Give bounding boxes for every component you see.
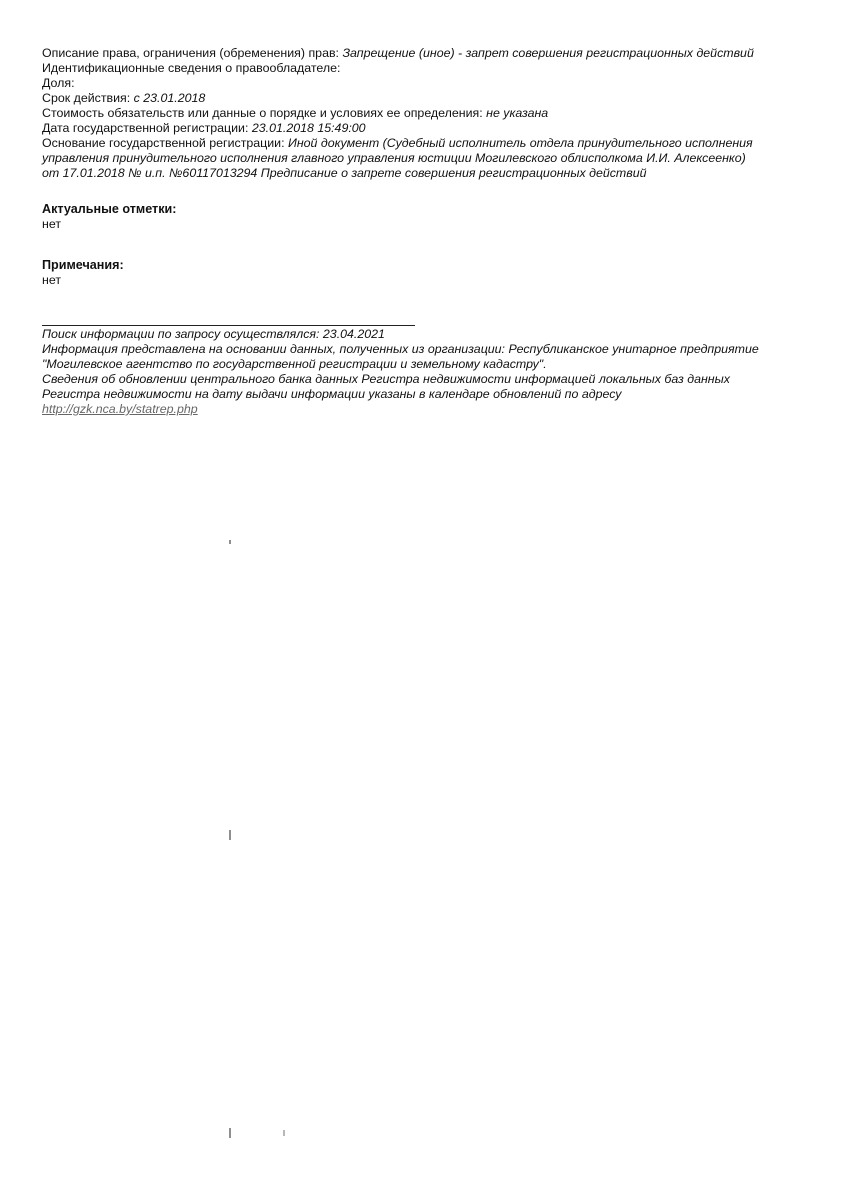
scan-speck	[229, 540, 231, 544]
update-line-1: Сведения об обновлении центрального банка данных Регистра недвижимости информацией локальных баз данных	[42, 372, 730, 386]
actual-marks-value: нет	[42, 217, 61, 231]
actual-marks-heading: Актуальные отметки:	[42, 202, 177, 216]
statrep-link[interactable]: http://gzk.nca.by/statrep.php	[42, 402, 198, 416]
registration-date-value: 23.01.2018 15:49:00	[251, 121, 366, 135]
basis-row	[42, 136, 822, 151]
basis-value-line-2: управления принудительного исполнения главного управления юстиции Могилевского облисполкома И.И. Алексеенко)	[42, 151, 746, 165]
notes-heading: Примечания:	[42, 258, 124, 272]
footer-info	[42, 327, 822, 417]
footer-divider	[42, 325, 415, 326]
source-line-2: "Могилевское агентство по государственной регистрации и земельному кадастру".	[42, 357, 547, 371]
share-label: Доля:	[42, 76, 75, 90]
basis-value-line-1: Иной документ (Судебный исполнитель отдела принудительного исполнения	[287, 136, 753, 150]
right-description-row	[42, 46, 822, 61]
source-line-1: Информация представлена на основании данных, полученных из организации: Республиканское унитарное предприятие	[42, 342, 759, 356]
cost-value: не указана	[486, 106, 549, 120]
actual-marks-section	[42, 202, 176, 232]
cost-row	[42, 106, 822, 121]
term-label: Срок действия:	[42, 91, 131, 105]
search-date-line: Поиск информации по запросу осуществлялся: 23.04.2021	[42, 327, 385, 341]
holder-label: Идентификационные сведения о правообладателе:	[42, 61, 341, 75]
right-description-value: Запрещение (иное) - запрет совершения регистрационных действий	[342, 46, 754, 60]
term-row	[42, 91, 822, 106]
holder-row	[42, 61, 822, 76]
notes-value: нет	[42, 273, 61, 287]
update-line-2: Регистра недвижимости на дату выдачи информации указаны в календаре обновлений по адресу	[42, 387, 622, 401]
basis-value-line-3: от 17.01.2018 № и.п. №60117013294 Предписание о запрете совершения регистрационных действий	[42, 166, 647, 180]
cost-label: Стоимость обязательств или данные о порядке и условиях ее определения:	[42, 106, 483, 120]
record-details	[42, 46, 822, 181]
registration-date-label: Дата государственной регистрации:	[42, 121, 249, 135]
share-row	[42, 76, 822, 91]
scan-speck	[229, 1128, 231, 1138]
term-value: с 23.01.2018	[133, 91, 206, 105]
scan-speck	[229, 830, 231, 840]
right-description-label: Описание права, ограничения (обременения) прав:	[42, 46, 339, 60]
notes-section	[42, 258, 124, 288]
scan-speck	[283, 1130, 285, 1136]
basis-label: Основание государственной регистрации:	[42, 136, 285, 150]
registration-date-row	[42, 121, 822, 136]
